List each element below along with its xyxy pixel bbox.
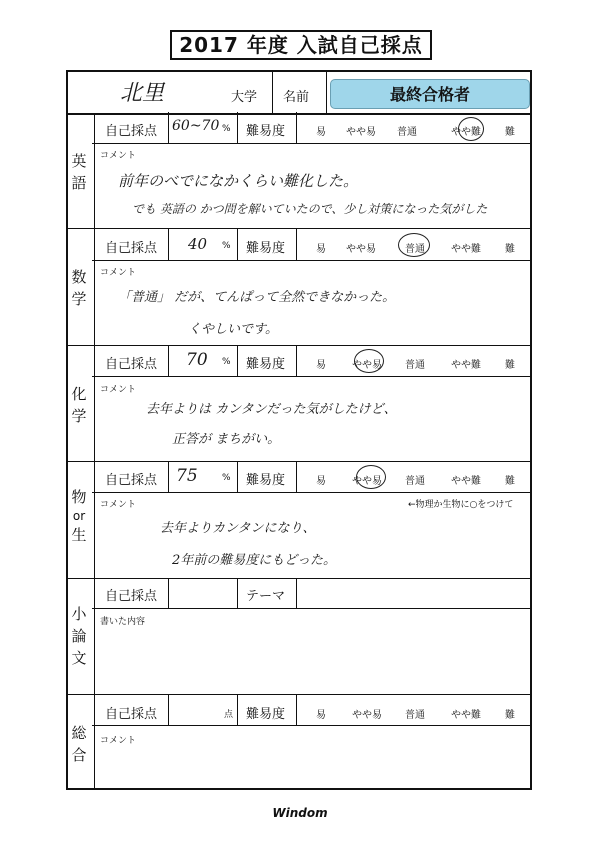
section-divider — [66, 461, 532, 462]
row-divider — [237, 345, 238, 376]
difficulty-option[interactable]: やや難 — [451, 127, 481, 138]
score-row-line — [92, 492, 532, 493]
difficulty-option[interactable]: 普通 — [405, 244, 425, 255]
difficulty-option[interactable]: やや難 — [451, 360, 481, 371]
university-value: 北里 — [120, 81, 165, 106]
row-divider — [296, 578, 297, 608]
difficulty-label: 難易度 — [246, 124, 286, 139]
selected-difficulty-circle — [398, 233, 430, 257]
difficulty-option[interactable]: やや易 — [352, 360, 382, 371]
math-score[interactable]: 40 — [188, 235, 208, 253]
score-row-line — [92, 260, 532, 261]
chemistry-comment-line: 去年よりは カンタンだった気がしたけど、 — [146, 402, 397, 417]
comment-label: コメント — [100, 385, 137, 395]
section-divider — [66, 578, 532, 579]
header-col-divider-1 — [272, 72, 273, 113]
self-score-label: 自己採点 — [105, 124, 158, 139]
difficulty-option[interactable]: 普通 — [397, 127, 417, 138]
row-divider — [168, 228, 169, 260]
points-unit: 点 — [224, 710, 234, 720]
difficulty-option[interactable]: やや易 — [352, 476, 382, 487]
difficulty-option[interactable]: 難 — [505, 360, 515, 371]
difficulty-option[interactable]: 普通 — [405, 710, 425, 721]
difficulty-option[interactable]: やや難 — [451, 244, 481, 255]
english-comment-line: 前年のべでになかくらい難化した。 — [118, 172, 359, 190]
subject-label-english: 英 語 — [71, 152, 87, 192]
self-score-label: 自己採点 — [105, 589, 158, 604]
footer-brand: Windom — [272, 806, 328, 820]
difficulty-option[interactable]: 普通 — [405, 476, 425, 487]
row-divider — [237, 461, 238, 492]
row-divider — [237, 694, 238, 725]
difficulty-option[interactable]: 易 — [316, 476, 326, 487]
written-content-label: 書いた内容 — [100, 617, 146, 627]
section-divider — [66, 345, 532, 346]
subject-label-math: 数 学 — [71, 268, 87, 308]
math-comment-line: 「普通」 だが、てんぱって全然できなかった。 — [118, 290, 396, 305]
subject-label-overall: 総 合 — [71, 724, 87, 764]
difficulty-option[interactable]: 易 — [316, 360, 326, 371]
physics-bio-note: ←物理か生物に○をつけて — [408, 500, 514, 510]
difficulty-option[interactable]: 易 — [316, 127, 326, 138]
row-divider — [296, 345, 297, 376]
physics-bio-comment-line: 2年前の難易度にもどった。 — [172, 553, 337, 568]
section-divider — [66, 228, 532, 229]
section-divider — [66, 694, 532, 695]
row-divider — [296, 694, 297, 725]
english-score[interactable]: 60~70 — [172, 118, 220, 134]
subject-label-physics-or-bio: 物 or 生 — [71, 488, 87, 544]
difficulty-option[interactable]: 難 — [505, 476, 515, 487]
score-row-line — [92, 725, 532, 726]
chemistry-score[interactable]: 70 — [186, 350, 208, 370]
difficulty-option[interactable]: やや難 — [451, 476, 481, 487]
difficulty-option[interactable]: やや易 — [346, 244, 376, 255]
self-score-label: 自己採点 — [105, 707, 158, 722]
self-score-label: 自己採点 — [105, 241, 158, 256]
university-label: 大学 — [231, 90, 258, 105]
theme-label: テーマ — [246, 589, 286, 604]
percent-sign: % — [222, 473, 231, 483]
percent-sign: % — [222, 241, 231, 251]
physics-bio-comment-line: 去年よりカンタンになり、 — [160, 521, 316, 536]
physics-bio-score[interactable]: 75 — [176, 466, 198, 486]
difficulty-label: 難易度 — [246, 357, 286, 372]
score-row-line — [92, 608, 532, 609]
subject-column-divider — [94, 113, 95, 790]
difficulty-option[interactable]: 難 — [505, 710, 515, 721]
score-row-line — [92, 376, 532, 377]
difficulty-label: 難易度 — [246, 241, 286, 256]
chemistry-comment-line: 正答が まちがい。 — [172, 432, 281, 447]
row-divider — [237, 112, 238, 143]
page-title: 2017 年度 入試自己採点 — [170, 30, 432, 60]
selected-difficulty-circle — [354, 349, 384, 373]
row-divider — [237, 578, 238, 608]
difficulty-label: 難易度 — [246, 707, 286, 722]
difficulty-option[interactable]: 普通 — [405, 360, 425, 371]
self-score-label: 自己採点 — [105, 473, 158, 488]
comment-label: コメント — [100, 151, 137, 161]
difficulty-option[interactable]: 難 — [505, 127, 515, 138]
difficulty-option[interactable]: 易 — [316, 244, 326, 255]
selected-difficulty-circle — [458, 117, 484, 141]
comment-label: コメント — [100, 268, 137, 278]
row-divider — [296, 112, 297, 143]
difficulty-option[interactable]: やや易 — [352, 710, 382, 721]
row-divider — [296, 461, 297, 492]
name-label: 名前 — [283, 90, 310, 105]
comment-label: コメント — [100, 500, 137, 510]
percent-sign: % — [222, 124, 231, 134]
difficulty-option[interactable]: やや難 — [451, 710, 481, 721]
percent-sign: % — [222, 357, 231, 367]
subject-label-chemistry: 化 学 — [71, 385, 87, 425]
self-score-label: 自己採点 — [105, 357, 158, 372]
comment-label: コメント — [100, 736, 137, 746]
difficulty-label: 難易度 — [246, 473, 286, 488]
row-divider — [168, 461, 169, 492]
selected-difficulty-circle — [356, 465, 386, 489]
difficulty-option[interactable]: 難 — [505, 244, 515, 255]
row-divider — [168, 578, 169, 608]
difficulty-option[interactable]: やや易 — [346, 127, 376, 138]
subject-label-essay: 小 論 文 — [71, 605, 87, 667]
row-divider — [168, 694, 169, 725]
row-divider — [237, 228, 238, 260]
row-divider — [168, 112, 169, 143]
english-comment-line: でも 英語の かつ問を解いていたので、少し対策になった気がした — [132, 202, 488, 216]
math-comment-line: くやしいです。 — [188, 322, 278, 337]
header-col-divider-2 — [326, 72, 327, 113]
header-divider — [68, 113, 530, 115]
name-badge: 最終合格者 — [330, 79, 530, 109]
row-divider — [296, 228, 297, 260]
row-divider — [168, 345, 169, 376]
difficulty-option[interactable]: 易 — [316, 710, 326, 721]
score-row-line — [92, 143, 532, 144]
